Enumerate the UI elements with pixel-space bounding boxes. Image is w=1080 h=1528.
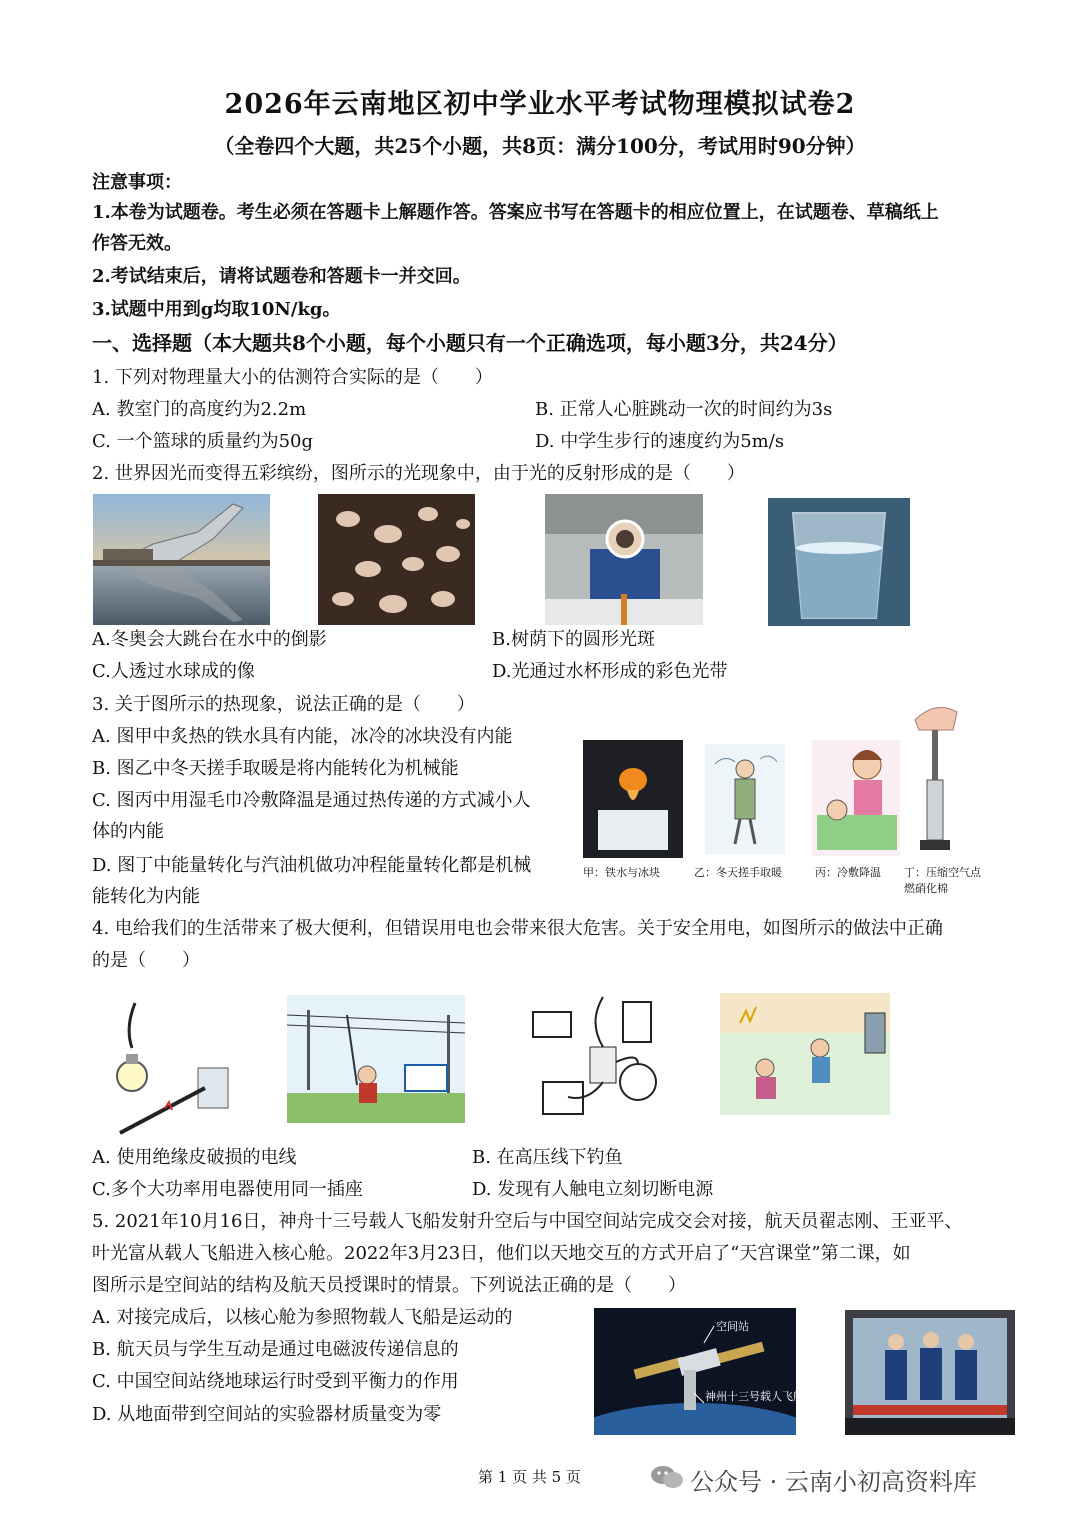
section-1-heading: 一、选择题（本大题共8个小题，每个小题只有一个正确选项，每小题3分，共24分） [92, 331, 848, 355]
electric-shock-rescue-illustration [720, 993, 890, 1115]
q3-option-c-cont: 体的内能 [92, 821, 164, 842]
compressed-air-cylinder-illustration [905, 700, 967, 860]
caption-bing: 丙：冷敷降温 [815, 866, 881, 879]
q5-stem: 5. 2021年10月16日，神舟十三号载人飞船发射升空后与中国空间站完成交会对接，航天员翟志刚、王亚平、 [92, 1211, 963, 1232]
caption-ding: 丁：压缩空气点 [904, 866, 981, 879]
q4-stem: 4. 电给我们的生活带来了极大便利，但错误用电也会带来很大危害。关于安全用电，如图所示的做法中正确 [92, 918, 943, 939]
q5-stem-cont-1: 叶光富从载人飞船进入核心舱。2022年3月23日，他们以天地交互的方式开启了“天宫课堂”第二课，如 [92, 1243, 911, 1264]
q3-option-b: B. 图乙中冬天搓手取暖是将内能转化为机械能 [92, 758, 459, 779]
water-glass-photo [768, 498, 910, 626]
notice-item-1-cont: 作答无效。 [92, 233, 182, 254]
rubbing-hands-cartoon [705, 744, 785, 854]
q1-option-c: C. 一个篮球的质量约为50g [92, 431, 314, 452]
q4-option-a: A. 使用绝缘皮破损的电线 [92, 1147, 297, 1168]
exam-title: 2026年云南地区初中学业水平考试物理模拟试卷2 [224, 89, 856, 120]
q5-option-a: A. 对接完成后，以核心舱为参照物载人飞船是运动的 [92, 1307, 513, 1328]
q3-option-c: C. 图丙中用湿毛巾冷敷降温是通过热传递的方式减小人 [92, 790, 531, 811]
q3-option-d-cont: 能转化为内能 [92, 886, 200, 907]
q3-stem: 3. 关于图所示的热现象，说法正确的是（ ） [92, 694, 475, 715]
page-number: 第 1 页 共 5 页 [478, 1468, 581, 1486]
q4-stem-cont: 的是（ ） [92, 950, 200, 971]
ski-jump-reflection-photo [93, 494, 270, 625]
label-space-station: 空间站 [716, 1320, 749, 1333]
q1-stem: 1. 下列对物理量大小的估测符合实际的是（ ） [92, 367, 493, 388]
q2-option-b: B.树荫下的圆形光斑 [492, 629, 655, 650]
water-ball-astronaut-photo [545, 494, 703, 625]
q4-option-b: B. 在高压线下钓鱼 [472, 1147, 623, 1168]
q5-stem-cont-2: 图所示是空间站的结构及航天员授课时的情景。下列说法正确的是（ ） [92, 1275, 686, 1296]
tree-shade-light-spots-photo [318, 494, 475, 625]
q4-option-d: D. 发现有人触电立刻切断电源 [472, 1179, 714, 1200]
exam-subtitle: （全卷四个大题，共25个小题，共8页：满分100分，考试用时90分钟） [214, 134, 866, 158]
q2-option-a: A.冬奥会大跳台在水中的倒影 [92, 629, 327, 650]
q3-option-a: A. 图甲中炙热的铁水具有内能，冰冷的冰块没有内能 [92, 726, 513, 747]
q2-option-c: C.人透过水球成的像 [92, 661, 255, 682]
q1-option-b: B. 正常人心脏跳动一次的时间约为3s [535, 399, 833, 420]
label-shenzhou-13: 神州十三号载人飞船 [705, 1390, 804, 1403]
q1-option-d: D. 中学生步行的速度约为5m/s [535, 431, 785, 452]
damaged-wire-illustration [110, 998, 238, 1138]
molten-iron-ice-photo [583, 740, 683, 858]
cold-compress-cartoon [812, 740, 900, 856]
notice-item-2: 2.考试结束后，请将试题卷和答题卡一并交回。 [92, 266, 471, 287]
q1-option-a: A. 教室门的高度约为2.2m [92, 399, 307, 420]
wechat-icon [650, 1464, 684, 1490]
notice-item-1: 1.本卷为试题卷。考生必须在答题卡上解题作答。答案应书写在答题卡的相应位置上，在试题卷、草稿纸上 [92, 202, 939, 223]
caption-ding-cont: 燃硝化棉 [904, 882, 948, 895]
q3-option-d: D. 图丁中能量转化与汽油机做功冲程能量转化都是机械 [92, 855, 532, 876]
fishing-under-power-line-illustration [287, 995, 465, 1123]
q2-option-d: D.光通过水杯形成的彩色光带 [492, 661, 728, 682]
watermark: 公众号 · 云南小初高资料库 [690, 1468, 977, 1496]
q5-option-b: B. 航天员与学生互动是通过电磁波传递信息的 [92, 1339, 459, 1360]
q5-option-d: D. 从地面带到空间站的实验器材质量变为零 [92, 1404, 442, 1425]
space-station-illustration [594, 1308, 796, 1435]
notice-item-3: 3.试题中用到g均取10N/kg。 [92, 299, 341, 320]
notice-heading: 注意事项： [92, 172, 182, 193]
q4-option-c: C.多个大功率用电器使用同一插座 [92, 1179, 363, 1200]
caption-jia: 甲：铁水与冰块 [583, 866, 660, 879]
q2-stem: 2. 世界因光而变得五彩缤纷，图所示的光现象中，由于光的反射形成的是（ ） [92, 463, 745, 484]
caption-yi: 乙：冬天搓手取暖 [694, 866, 782, 879]
overloaded-socket-illustration [528, 992, 676, 1122]
tiangong-classroom-photo [845, 1310, 1015, 1435]
q5-option-c: C. 中国空间站绕地球运行时受到平衡力的作用 [92, 1371, 459, 1392]
